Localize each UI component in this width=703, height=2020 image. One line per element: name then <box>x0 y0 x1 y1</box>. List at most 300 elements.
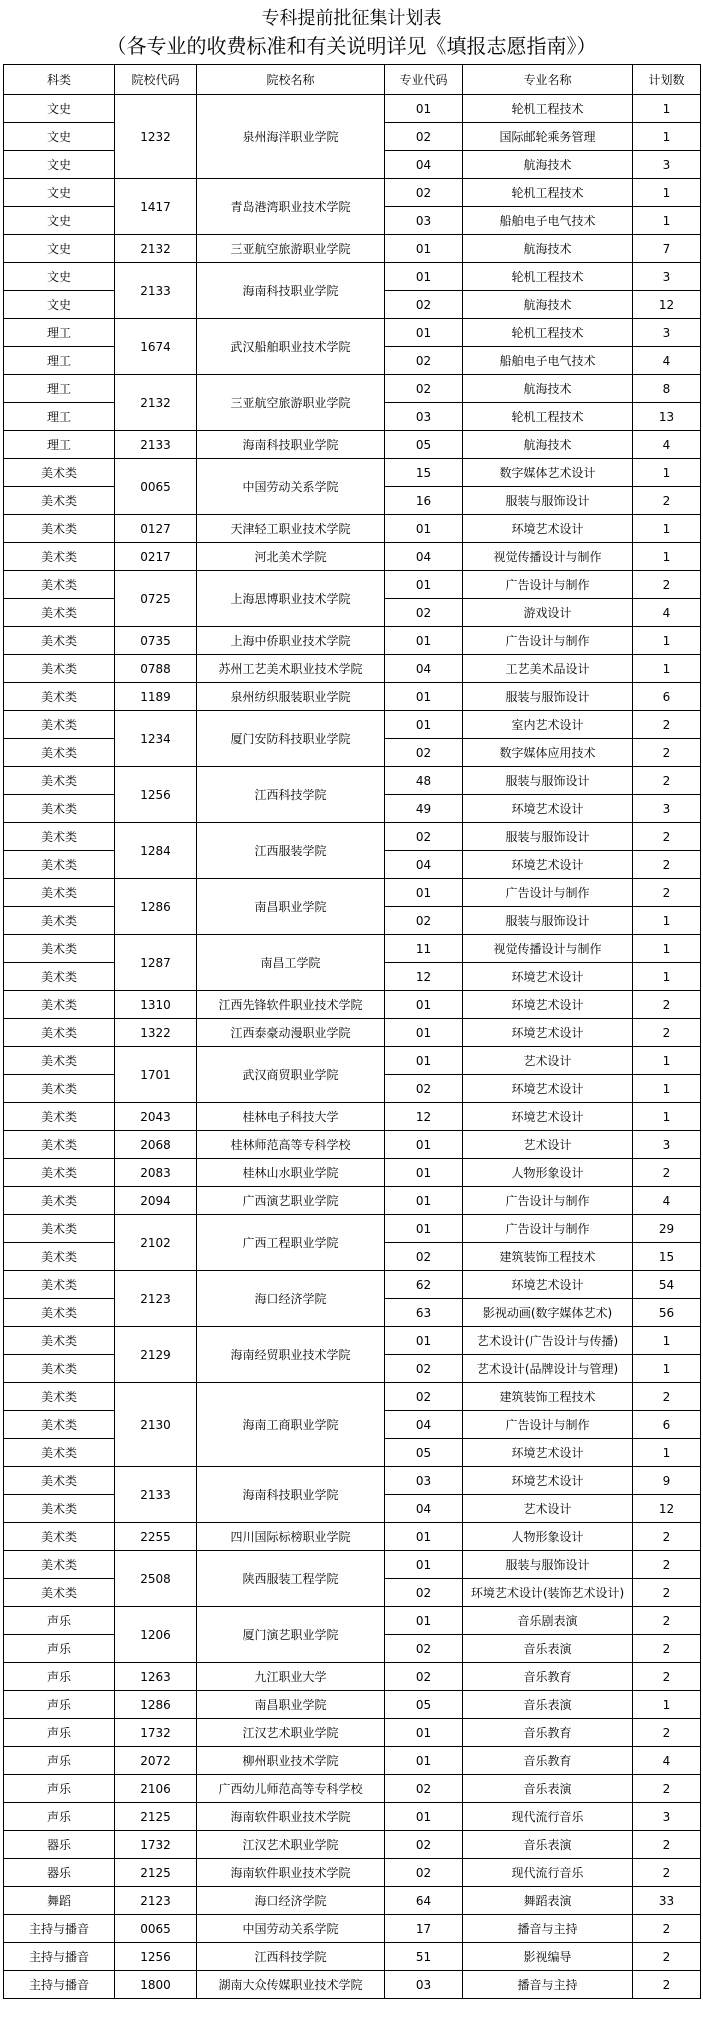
major-code-cell: 02 <box>385 907 463 935</box>
major-code-cell: 02 <box>385 739 463 767</box>
plan-count-cell: 1 <box>633 543 701 571</box>
major-name-cell: 轮机工程技术 <box>463 95 633 123</box>
plan-count-cell: 2 <box>633 879 701 907</box>
major-name-cell: 影视动画(数字媒体艺术) <box>463 1299 633 1327</box>
major-code-cell: 02 <box>385 347 463 375</box>
category-cell: 美术类 <box>4 823 115 851</box>
plan-count-cell: 12 <box>633 1495 701 1523</box>
school-name-cell: 武汉商贸职业学院 <box>197 1047 385 1103</box>
major-code-cell: 04 <box>385 1495 463 1523</box>
plan-count-cell: 2 <box>633 1579 701 1607</box>
school-code-cell: 1732 <box>115 1831 197 1859</box>
school-code-cell: 1732 <box>115 1719 197 1747</box>
table-row <box>4 1775 701 1803</box>
major-code-cell: 62 <box>385 1271 463 1299</box>
category-cell: 美术类 <box>4 1551 115 1579</box>
school-code-cell: 2094 <box>115 1187 197 1215</box>
major-name-cell: 视觉传播设计与制作 <box>463 935 633 963</box>
header-school-code: 院校代码 <box>115 65 197 95</box>
major-code-cell: 04 <box>385 851 463 879</box>
category-cell: 美术类 <box>4 739 115 767</box>
school-name-cell: 泉州海洋职业学院 <box>197 95 385 179</box>
category-cell: 美术类 <box>4 459 115 487</box>
table-row <box>4 711 701 739</box>
major-code-cell: 02 <box>385 1775 463 1803</box>
table-row <box>4 1103 701 1131</box>
plan-count-cell: 1 <box>633 963 701 991</box>
major-code-cell: 04 <box>385 655 463 683</box>
table-row <box>4 1607 701 1635</box>
plan-count-cell: 2 <box>633 1859 701 1887</box>
school-code-cell: 2123 <box>115 1271 197 1327</box>
plan-count-cell: 2 <box>633 571 701 599</box>
category-cell: 美术类 <box>4 487 115 515</box>
major-name-cell: 音乐教育 <box>463 1719 633 1747</box>
plan-count-cell: 2 <box>633 851 701 879</box>
school-name-cell: 青岛港湾职业技术学院 <box>197 179 385 235</box>
school-code-cell: 1256 <box>115 767 197 823</box>
category-cell: 器乐 <box>4 1859 115 1887</box>
school-name-cell: 江西先锋软件职业技术学院 <box>197 991 385 1019</box>
table-row <box>4 1271 701 1299</box>
category-cell: 美术类 <box>4 515 115 543</box>
major-code-cell: 01 <box>385 95 463 123</box>
major-name-cell: 建筑装饰工程技术 <box>463 1243 633 1271</box>
plan-count-cell: 1 <box>633 655 701 683</box>
category-cell: 美术类 <box>4 1103 115 1131</box>
category-cell: 美术类 <box>4 599 115 627</box>
table-row <box>4 1215 701 1243</box>
school-code-cell: 2133 <box>115 431 197 459</box>
table-row <box>4 1383 701 1411</box>
school-name-cell: 泉州纺织服装职业学院 <box>197 683 385 711</box>
plan-count-cell: 8 <box>633 375 701 403</box>
category-cell: 美术类 <box>4 1523 115 1551</box>
school-code-cell: 1310 <box>115 991 197 1019</box>
plan-count-cell: 3 <box>633 263 701 291</box>
category-cell: 主持与播音 <box>4 1971 115 1999</box>
plan-count-cell: 29 <box>633 1215 701 1243</box>
major-name-cell: 现代流行音乐 <box>463 1859 633 1887</box>
major-name-cell: 建筑装饰工程技术 <box>463 1383 633 1411</box>
plan-count-cell: 2 <box>633 1019 701 1047</box>
major-name-cell: 游戏设计 <box>463 599 633 627</box>
major-code-cell: 01 <box>385 1747 463 1775</box>
school-name-cell: 海南软件职业技术学院 <box>197 1803 385 1831</box>
plan-count-cell: 2 <box>633 1663 701 1691</box>
major-name-cell: 舞蹈表演 <box>463 1887 633 1915</box>
title-block <box>0 0 703 60</box>
table-row <box>4 571 701 599</box>
school-name-cell: 广西工程职业学院 <box>197 1215 385 1271</box>
major-name-cell: 环境艺术设计 <box>463 991 633 1019</box>
table-row <box>4 1187 701 1215</box>
school-code-cell: 2255 <box>115 1523 197 1551</box>
table-row <box>4 879 701 907</box>
plan-count-cell: 1 <box>633 95 701 123</box>
school-name-cell: 九江职业大学 <box>197 1663 385 1691</box>
table-row <box>4 459 701 487</box>
school-code-cell: 2102 <box>115 1215 197 1271</box>
major-name-cell: 现代流行音乐 <box>463 1803 633 1831</box>
category-cell: 文史 <box>4 207 115 235</box>
major-name-cell: 航海技术 <box>463 375 633 403</box>
plan-count-cell: 4 <box>633 1187 701 1215</box>
plan-count-cell: 4 <box>633 347 701 375</box>
category-cell: 美术类 <box>4 879 115 907</box>
plan-count-cell: 2 <box>633 1635 701 1663</box>
plan-count-cell: 4 <box>633 1747 701 1775</box>
category-cell: 美术类 <box>4 1299 115 1327</box>
school-code-cell: 2132 <box>115 375 197 431</box>
table-row <box>4 627 701 655</box>
major-code-cell: 02 <box>385 1663 463 1691</box>
category-cell: 文史 <box>4 291 115 319</box>
school-name-cell: 江西科技学院 <box>197 767 385 823</box>
major-code-cell: 02 <box>385 1859 463 1887</box>
plan-count-cell: 1 <box>633 179 701 207</box>
major-code-cell: 05 <box>385 1691 463 1719</box>
plan-count-cell: 3 <box>633 795 701 823</box>
category-cell: 美术类 <box>4 963 115 991</box>
plan-count-cell: 2 <box>633 1915 701 1943</box>
school-code-cell: 1322 <box>115 1019 197 1047</box>
table-row <box>4 1859 701 1887</box>
plan-count-cell: 4 <box>633 431 701 459</box>
school-name-cell: 中国劳动关系学院 <box>197 1915 385 1943</box>
school-code-cell: 2133 <box>115 1467 197 1523</box>
table-row <box>4 683 701 711</box>
major-name-cell: 音乐教育 <box>463 1747 633 1775</box>
school-code-cell: 2068 <box>115 1131 197 1159</box>
school-name-cell: 三亚航空旅游职业学院 <box>197 375 385 431</box>
category-cell: 声乐 <box>4 1775 115 1803</box>
school-code-cell: 2083 <box>115 1159 197 1187</box>
major-name-cell: 广告设计与制作 <box>463 1215 633 1243</box>
table-row <box>4 95 701 123</box>
table-row <box>4 235 701 263</box>
header-major-code: 专业代码 <box>385 65 463 95</box>
major-code-cell: 02 <box>385 599 463 627</box>
category-cell: 文史 <box>4 235 115 263</box>
school-code-cell: 2125 <box>115 1859 197 1887</box>
school-name-cell: 江汉艺术职业学院 <box>197 1719 385 1747</box>
table-row <box>4 1131 701 1159</box>
school-code-cell: 2130 <box>115 1383 197 1467</box>
school-code-cell: 1701 <box>115 1047 197 1103</box>
school-code-cell: 0735 <box>115 627 197 655</box>
school-name-cell: 桂林师范高等专科学校 <box>197 1131 385 1159</box>
category-cell: 美术类 <box>4 1187 115 1215</box>
major-code-cell: 16 <box>385 487 463 515</box>
major-code-cell: 01 <box>385 263 463 291</box>
major-name-cell: 服装与服饰设计 <box>463 1551 633 1579</box>
table-row <box>4 1327 701 1355</box>
school-name-cell: 河北美术学院 <box>197 543 385 571</box>
school-name-cell: 陕西服装工程学院 <box>197 1551 385 1607</box>
plan-count-cell: 3 <box>633 1131 701 1159</box>
major-name-cell: 数字媒体应用技术 <box>463 739 633 767</box>
category-cell: 文史 <box>4 263 115 291</box>
major-code-cell: 01 <box>385 991 463 1019</box>
major-name-cell: 视觉传播设计与制作 <box>463 543 633 571</box>
major-name-cell: 音乐教育 <box>463 1663 633 1691</box>
school-name-cell: 海南科技职业学院 <box>197 431 385 459</box>
major-name-cell: 人物形象设计 <box>463 1523 633 1551</box>
major-name-cell: 服装与服饰设计 <box>463 907 633 935</box>
school-name-cell: 三亚航空旅游职业学院 <box>197 235 385 263</box>
school-name-cell: 武汉船舶职业技术学院 <box>197 319 385 375</box>
major-code-cell: 02 <box>385 179 463 207</box>
major-name-cell: 艺术设计(广告设计与传播) <box>463 1327 633 1355</box>
school-name-cell: 厦门安防科技职业学院 <box>197 711 385 767</box>
category-cell: 美术类 <box>4 1467 115 1495</box>
plan-table <box>3 64 701 1999</box>
table-row <box>4 543 701 571</box>
major-name-cell: 工艺美术品设计 <box>463 655 633 683</box>
category-cell: 理工 <box>4 319 115 347</box>
category-cell: 美术类 <box>4 1411 115 1439</box>
school-code-cell: 2129 <box>115 1327 197 1383</box>
school-code-cell: 0065 <box>115 459 197 515</box>
school-name-cell: 中国劳动关系学院 <box>197 459 385 515</box>
major-code-cell: 04 <box>385 151 463 179</box>
plan-count-cell: 2 <box>633 1551 701 1579</box>
school-code-cell: 1189 <box>115 683 197 711</box>
plan-count-cell: 15 <box>633 1243 701 1271</box>
major-code-cell: 63 <box>385 1299 463 1327</box>
school-name-cell: 海南工商职业学院 <box>197 1383 385 1467</box>
major-name-cell: 广告设计与制作 <box>463 1411 633 1439</box>
plan-count-cell: 3 <box>633 151 701 179</box>
table-row <box>4 1663 701 1691</box>
plan-count-cell: 2 <box>633 1719 701 1747</box>
major-code-cell: 05 <box>385 431 463 459</box>
major-name-cell: 服装与服饰设计 <box>463 823 633 851</box>
table-row <box>4 1831 701 1859</box>
plan-count-cell: 1 <box>633 1439 701 1467</box>
category-cell: 声乐 <box>4 1719 115 1747</box>
table-row <box>4 1019 701 1047</box>
major-name-cell: 航海技术 <box>463 235 633 263</box>
plan-count-cell: 2 <box>633 711 701 739</box>
plan-count-cell: 1 <box>633 907 701 935</box>
major-name-cell: 音乐表演 <box>463 1691 633 1719</box>
table-row <box>4 991 701 1019</box>
major-code-cell: 64 <box>385 1887 463 1915</box>
major-name-cell: 船舶电子电气技术 <box>463 347 633 375</box>
school-code-cell: 1417 <box>115 179 197 235</box>
plan-count-cell: 2 <box>633 1523 701 1551</box>
major-name-cell: 环境艺术设计 <box>463 795 633 823</box>
school-name-cell: 天津轻工职业技术学院 <box>197 515 385 543</box>
table-row <box>4 319 701 347</box>
plan-count-cell: 2 <box>633 1607 701 1635</box>
school-name-cell: 海南软件职业技术学院 <box>197 1859 385 1887</box>
plan-count-cell: 2 <box>633 1971 701 1999</box>
school-name-cell: 南昌职业学院 <box>197 879 385 935</box>
plan-count-cell: 9 <box>633 1467 701 1495</box>
school-name-cell: 江西泰豪动漫职业学院 <box>197 1019 385 1047</box>
school-code-cell: 1800 <box>115 1971 197 1999</box>
page-title: 专科提前批征集计划表 <box>261 8 442 29</box>
school-code-cell: 1286 <box>115 1691 197 1719</box>
plan-count-cell: 1 <box>633 627 701 655</box>
category-cell: 主持与播音 <box>4 1943 115 1971</box>
category-cell: 美术类 <box>4 851 115 879</box>
table-row <box>4 1691 701 1719</box>
major-code-cell: 05 <box>385 1439 463 1467</box>
table-row <box>4 515 701 543</box>
category-cell: 美术类 <box>4 991 115 1019</box>
major-name-cell: 环境艺术设计 <box>463 1439 633 1467</box>
category-cell: 文史 <box>4 151 115 179</box>
major-code-cell: 01 <box>385 515 463 543</box>
major-code-cell: 01 <box>385 1187 463 1215</box>
major-code-cell: 49 <box>385 795 463 823</box>
table-row <box>4 1747 701 1775</box>
major-name-cell: 航海技术 <box>463 291 633 319</box>
major-code-cell: 02 <box>385 1383 463 1411</box>
major-code-cell: 12 <box>385 963 463 991</box>
major-name-cell: 环境艺术设计 <box>463 1103 633 1131</box>
school-name-cell: 海南科技职业学院 <box>197 1467 385 1523</box>
category-cell: 美术类 <box>4 767 115 795</box>
category-cell: 理工 <box>4 431 115 459</box>
category-cell: 舞蹈 <box>4 1887 115 1915</box>
major-code-cell: 02 <box>385 823 463 851</box>
category-cell: 美术类 <box>4 1047 115 1075</box>
major-name-cell: 人物形象设计 <box>463 1159 633 1187</box>
plan-count-cell: 6 <box>633 1411 701 1439</box>
major-name-cell: 广告设计与制作 <box>463 571 633 599</box>
major-name-cell: 环境艺术设计 <box>463 1075 633 1103</box>
category-cell: 美术类 <box>4 1495 115 1523</box>
major-name-cell: 艺术设计(品牌设计与管理) <box>463 1355 633 1383</box>
table-row <box>4 1943 701 1971</box>
school-code-cell: 0217 <box>115 543 197 571</box>
major-name-cell: 音乐表演 <box>463 1775 633 1803</box>
major-name-cell: 环境艺术设计 <box>463 515 633 543</box>
school-name-cell: 桂林电子科技大学 <box>197 1103 385 1131</box>
plan-count-cell: 13 <box>633 403 701 431</box>
plan-count-cell: 1 <box>633 1691 701 1719</box>
school-code-cell: 1256 <box>115 1943 197 1971</box>
category-cell: 声乐 <box>4 1663 115 1691</box>
major-code-cell: 03 <box>385 1467 463 1495</box>
table-row <box>4 1159 701 1187</box>
plan-count-cell: 3 <box>633 1803 701 1831</box>
category-cell: 美术类 <box>4 1383 115 1411</box>
category-cell: 声乐 <box>4 1635 115 1663</box>
school-name-cell: 广西幼儿师范高等专科学校 <box>197 1775 385 1803</box>
plan-count-cell: 2 <box>633 1831 701 1859</box>
school-name-cell: 南昌工学院 <box>197 935 385 991</box>
plan-count-cell: 1 <box>633 935 701 963</box>
header-major-name: 专业名称 <box>463 65 633 95</box>
category-cell: 美术类 <box>4 1131 115 1159</box>
major-code-cell: 01 <box>385 1215 463 1243</box>
major-name-cell: 服装与服饰设计 <box>463 683 633 711</box>
category-cell: 美术类 <box>4 1019 115 1047</box>
plan-count-cell: 1 <box>633 1075 701 1103</box>
table-header-row <box>4 65 701 95</box>
school-name-cell: 柳州职业技术学院 <box>197 1747 385 1775</box>
table-row <box>4 179 701 207</box>
plan-count-cell: 54 <box>633 1271 701 1299</box>
plan-count-cell: 1 <box>633 1047 701 1075</box>
major-name-cell: 广告设计与制作 <box>463 1187 633 1215</box>
major-code-cell: 01 <box>385 1523 463 1551</box>
school-code-cell: 2072 <box>115 1747 197 1775</box>
plan-count-cell: 56 <box>633 1299 701 1327</box>
table-row <box>4 1887 701 1915</box>
table-row <box>4 767 701 795</box>
category-cell: 声乐 <box>4 1607 115 1635</box>
school-name-cell: 桂林山水职业学院 <box>197 1159 385 1187</box>
major-name-cell: 环境艺术设计 <box>463 963 633 991</box>
major-name-cell: 环境艺术设计 <box>463 1271 633 1299</box>
table-body <box>4 95 701 1999</box>
table-row <box>4 1971 701 1999</box>
major-name-cell: 环境艺术设计 <box>463 1467 633 1495</box>
header-category: 科类 <box>4 65 115 95</box>
category-cell: 理工 <box>4 347 115 375</box>
school-code-cell: 2132 <box>115 235 197 263</box>
major-code-cell: 48 <box>385 767 463 795</box>
category-cell: 文史 <box>4 179 115 207</box>
table-row <box>4 935 701 963</box>
school-code-cell: 1232 <box>115 95 197 179</box>
major-code-cell: 01 <box>385 319 463 347</box>
major-name-cell: 轮机工程技术 <box>463 403 633 431</box>
school-code-cell: 1286 <box>115 879 197 935</box>
category-cell: 文史 <box>4 123 115 151</box>
major-name-cell: 环境艺术设计(装饰艺术设计) <box>463 1579 633 1607</box>
plan-count-cell: 1 <box>633 515 701 543</box>
plan-count-cell: 33 <box>633 1887 701 1915</box>
plan-count-cell: 2 <box>633 823 701 851</box>
school-name-cell: 广西演艺职业学院 <box>197 1187 385 1215</box>
category-cell: 美术类 <box>4 1243 115 1271</box>
major-name-cell: 音乐表演 <box>463 1635 633 1663</box>
major-code-cell: 01 <box>385 1159 463 1187</box>
major-code-cell: 01 <box>385 1719 463 1747</box>
table-row <box>4 375 701 403</box>
category-cell: 美术类 <box>4 935 115 963</box>
major-name-cell: 广告设计与制作 <box>463 879 633 907</box>
major-code-cell: 01 <box>385 627 463 655</box>
category-cell: 主持与播音 <box>4 1915 115 1943</box>
category-cell: 美术类 <box>4 907 115 935</box>
category-cell: 理工 <box>4 375 115 403</box>
plan-count-cell: 1 <box>633 1327 701 1355</box>
category-cell: 理工 <box>4 403 115 431</box>
school-code-cell: 1234 <box>115 711 197 767</box>
major-name-cell: 音乐表演 <box>463 1831 633 1859</box>
major-code-cell: 12 <box>385 1103 463 1131</box>
plan-count-cell: 2 <box>633 1159 701 1187</box>
major-name-cell: 室内艺术设计 <box>463 711 633 739</box>
major-code-cell: 04 <box>385 1411 463 1439</box>
school-name-cell: 海口经济学院 <box>197 1887 385 1915</box>
header-plan-count: 计划数 <box>633 65 701 95</box>
category-cell: 美术类 <box>4 1579 115 1607</box>
category-cell: 美术类 <box>4 1075 115 1103</box>
major-name-cell: 广告设计与制作 <box>463 627 633 655</box>
category-cell: 美术类 <box>4 627 115 655</box>
school-name-cell: 南昌职业学院 <box>197 1691 385 1719</box>
